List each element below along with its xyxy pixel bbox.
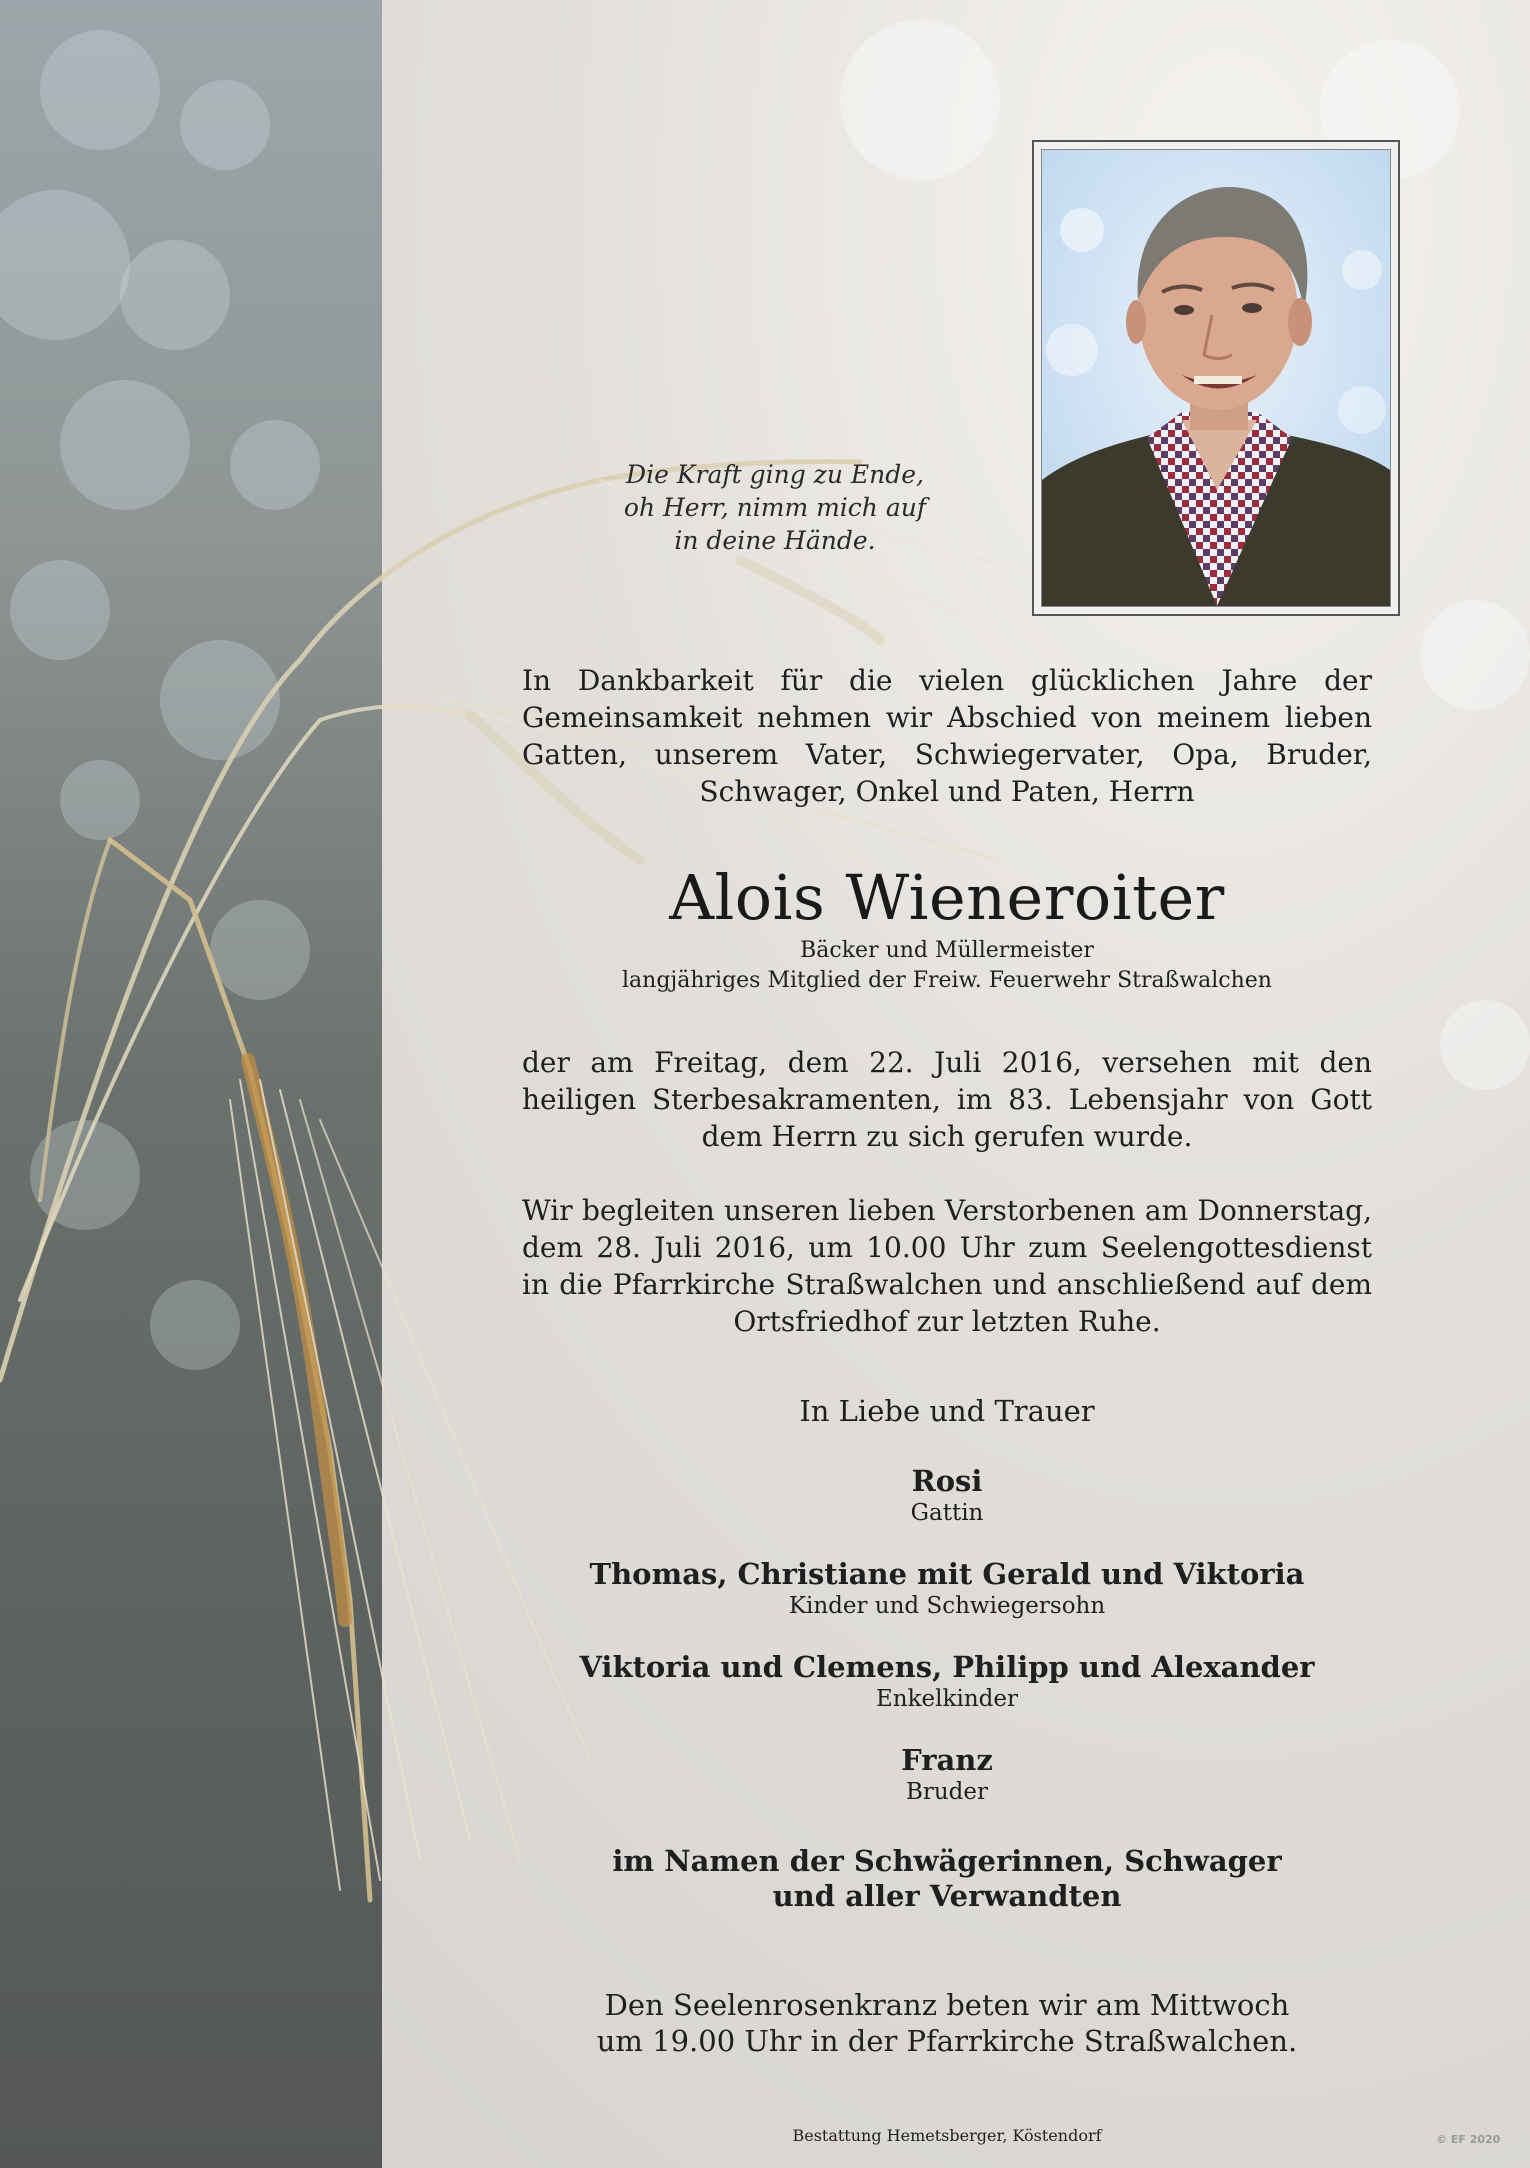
family-member-name: Franz — [901, 1743, 993, 1777]
family-member — [522, 1557, 1372, 1621]
portrait-photo — [1041, 149, 1391, 607]
rosary-line: um 19.00 Uhr in der Pfarrkirche Straßwalchen. — [596, 2024, 1298, 2058]
motto-verse — [560, 458, 990, 557]
bokeh-light — [1420, 600, 1530, 710]
bokeh-light — [1440, 1000, 1530, 1090]
rosary-line: Den Seelenrosenkranz beten wir am Mittwoch — [604, 1988, 1290, 2022]
left-photo-band — [0, 0, 382, 2168]
copyright-mark: © EF 2020 — [1436, 2133, 1501, 2146]
funeral-notice-paragraph: Wir begleiten unseren lieben Verstorbenen am Donnerstag, dem 28. Juli 2016, um 10.00 Uhr zum Seelengottesdienst in die Pfarrkirche Straßwalchen und anschließend auf dem Ortsfriedhof zur letzten Ruhe. — [522, 1194, 1372, 1338]
family-member-name: Rosi — [911, 1464, 983, 1498]
death-notice-paragraph: der am Freitag, dem 22. Juli 2016, versehen mit den heiligen Sterbesakramenten, im 83. Lebensjahr von Gott dem Herrn zu sich gerufen wurde. — [522, 1046, 1372, 1153]
intro-paragraph: In Dankbarkeit für die vielen glücklichen Jahre der Gemeinsamkeit nehmen wir Abschied von meinem lieben Gatten, unserem Vater, Schwiegervater, Opa, Bruder, Schwager, Onkel und Paten, Herrn — [522, 664, 1372, 808]
deceased-occupation: Bäcker und Müllermeister — [800, 938, 1094, 963]
family-member-role: Bruder — [905, 1779, 989, 1805]
bokeh-light — [840, 20, 1000, 180]
family-member — [522, 1743, 1372, 1807]
family-member-role: Enkelkinder — [876, 1686, 1018, 1712]
closing-note — [522, 1844, 1372, 1914]
motto-line: Die Kraft ging zu Ende, — [626, 460, 924, 489]
rosary-notice — [522, 1987, 1372, 2059]
portrait-photo-frame — [1032, 140, 1400, 616]
family-member-name: Thomas, Christiane mit Gerald und Viktoria — [589, 1557, 1305, 1591]
family-member-role: Kinder und Schwiegersohn — [788, 1593, 1106, 1619]
motto-line: in deine Hände. — [674, 526, 876, 555]
family-member — [522, 1464, 1372, 1528]
family-member — [522, 1650, 1372, 1714]
closing-line: im Namen der Schwägerinnen, Schwager — [612, 1844, 1282, 1878]
deceased-membership: langjähriges Mitglied der Freiw. Feuerwehr Straßwalchen — [622, 968, 1272, 993]
family-member-name: Viktoria und Clemens, Philipp und Alexander — [579, 1650, 1315, 1684]
closing-line: und aller Verwandten — [772, 1879, 1122, 1913]
mourning-intro: In Liebe und Trauer — [799, 1394, 1095, 1428]
undertaker-credit: Bestattung Hemetsberger, Köstendorf — [792, 2126, 1102, 2145]
deceased-name: Alois Wieneroiter — [669, 861, 1225, 934]
family-member-role: Gattin — [910, 1500, 984, 1526]
motto-line: oh Herr, nimm mich auf — [623, 493, 927, 522]
